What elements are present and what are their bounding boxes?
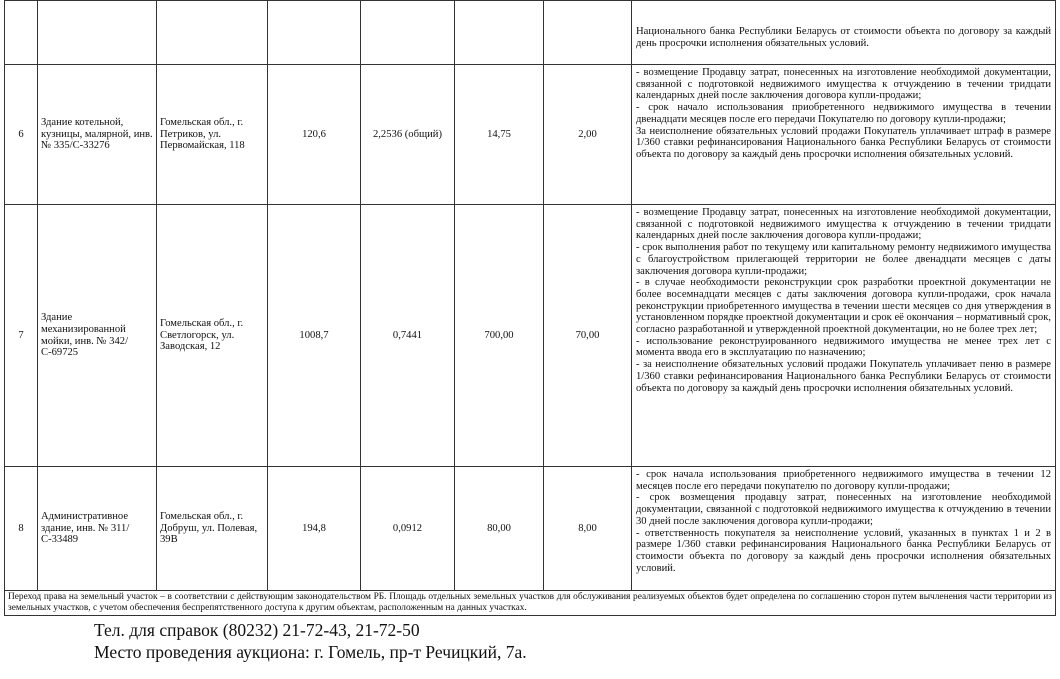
condition-item: - в случае необходимости реконструкции срок разработки проектной документации не более восемнадцати месяцев с даты заключения договора купли-продажи, срок начала реконструкции приобретенного имущества в течении шести месяцев со дня утверждения в установленном порядке проектной документации и срок её окончания – нормативный срок, согласно разработанной и утвержденной проектной документации, но не более трех лет;: [636, 277, 1051, 336]
conditions-cell: [632, 205, 1056, 467]
start-price: 80,00: [455, 467, 544, 591]
land-area: 0,0912: [361, 467, 455, 591]
auction-location: Место проведения аукциона: г. Гомель, пр-т Речицкий, 7а.: [94, 642, 527, 662]
condition-item: - срок начало использования приобретенного недвижимого имущества в течении двенадцати месяцев после его передачи Покупателю по договору купли-продажи;: [636, 102, 1051, 125]
conditions-cell: [632, 65, 1056, 205]
condition-item: - срок возмещения продавцу затрат, понесенных на изготовление необходимой документации, связанной с подготовкой недвижимого имущества к отчуждению в течении 30 дней после заключения договора купли-продажи;: [636, 492, 1051, 527]
deposit-amount: 8,00: [544, 467, 632, 591]
cell-empty: [361, 1, 455, 65]
land-area: 0,7441: [361, 205, 455, 467]
cell-empty: [268, 1, 361, 65]
start-price: 14,75: [455, 65, 544, 205]
table-row-continuation: [5, 1, 1056, 65]
table-row-lot-6: [5, 65, 1056, 205]
condition-item: - возмещение Продавцу затрат, понесенных на изготовление необходимой документации, связанной с подготовкой недвижимого имущества к отчуждению в течении тридцати календарных дней после заключения договора купли-продажи;: [636, 207, 1051, 242]
object-address: Гомельская обл., г. Светлогорск, ул. Заводская, 12: [157, 205, 268, 467]
object-address: Гомельская обл., г. Петриков, ул. Первомайская, 118: [157, 65, 268, 205]
condition-item: - использование реконструированного недвижимого имущества не менее трех лет с момента ввода его в эксплуатацию по назначению;: [636, 335, 1051, 359]
object-name: Административное здание, инв. № 311/С-33489: [38, 467, 157, 591]
condition-item: - за неисполнение обязательных условий продажи Покупатель уплачивает пеню в размере 1/360 ставки рефинансирования Национального банка Республики Беларусь от стоимости объекта по договору за каждый день просрочки исполнения обязательных условий.: [636, 359, 1051, 394]
cell-empty: [455, 1, 544, 65]
table-row-lot-8: [5, 467, 1056, 591]
cell-empty: [5, 1, 38, 65]
object-address: Гомельская обл., г. Добруш, ул. Полевая, 39В: [157, 467, 268, 591]
condition-text: Национального банка Республики Беларусь от стоимости объекта по договору за каждый день просрочки исполнения обязательных условий.: [636, 26, 1051, 49]
condition-item: - срок начала использования приобретенного недвижимого имущества в течении 12 месяцев после его передачи покупателю по договору купли-продажи;: [636, 469, 1051, 492]
condition-item: - возмещение Продавцу затрат, понесенных на изготовление необходимой документации, связанной с подготовкой недвижимого имущества к отчуждению в течении тридцати календарных дней после заключения договора купли-продажи;: [636, 67, 1051, 102]
object-name: Здание котельной, кузницы, малярной, инв. № 335/С-33276: [38, 65, 157, 205]
land-area: 2,2536 (общий): [361, 65, 455, 205]
deposit-amount: 70,00: [544, 205, 632, 467]
object-area: 1008,7: [268, 205, 361, 467]
object-area: 194,8: [268, 467, 361, 591]
cell-empty: [38, 1, 157, 65]
condition-item: За неисполнение обязательных условий продажи Покупатель уплачивает штраф в размере 1/360 ставки рефинансирования Национального банка Республики Беларусь от стоимости объекта по договору за каждый день просрочки исполнения обязательных условий.: [636, 125, 1051, 160]
cell-empty: [157, 1, 268, 65]
conditions-cell: [632, 467, 1056, 591]
table-row-lot-7: [5, 205, 1056, 467]
object-name: Здание механизированной мойки, инв. № 342/С-69725: [38, 205, 157, 467]
condition-item: - ответственность покупателя за неисполнение условий, указанных в пунктах 1 и 2 в размере 1/360 ставки рефинансирования Национального банка Республики Беларусь от стоимости объекта по договору за каждый день просрочки исполнения обязательных условий.: [636, 527, 1051, 574]
contact-phone: Тел. для справок (80232) 21-72-43, 21-72-50: [94, 620, 420, 640]
condition-item: - срок выполнения работ по текущему или капитальному ремонту недвижимого имущества с благоустройством прилегающей территории не более двенадцати месяцев с даты заключения договора купли-продажи;: [636, 242, 1051, 277]
conditions-cell: [632, 1, 1056, 65]
auction-lots-table: [4, 0, 1056, 616]
lot-number: 6: [5, 65, 38, 205]
object-area: 120,6: [268, 65, 361, 205]
deposit-amount: 2,00: [544, 65, 632, 205]
lot-number: 7: [5, 205, 38, 467]
table-row-footer: [5, 591, 1056, 616]
cell-empty: [544, 1, 632, 65]
lot-number: 8: [5, 467, 38, 591]
land-transfer-note: Переход права на земельный участок – в соответствии с действующим законодательством РБ. Площадь отдельных земельных участков для обслуживания реализуемых объектов будет определена по соглашению сторон путем вычленения части территории из земельных участков, с учетом обеспечения беспрепятственного доступа к другим объектам, расположенным на данных участках.: [5, 591, 1056, 616]
start-price: 700,00: [455, 205, 544, 467]
